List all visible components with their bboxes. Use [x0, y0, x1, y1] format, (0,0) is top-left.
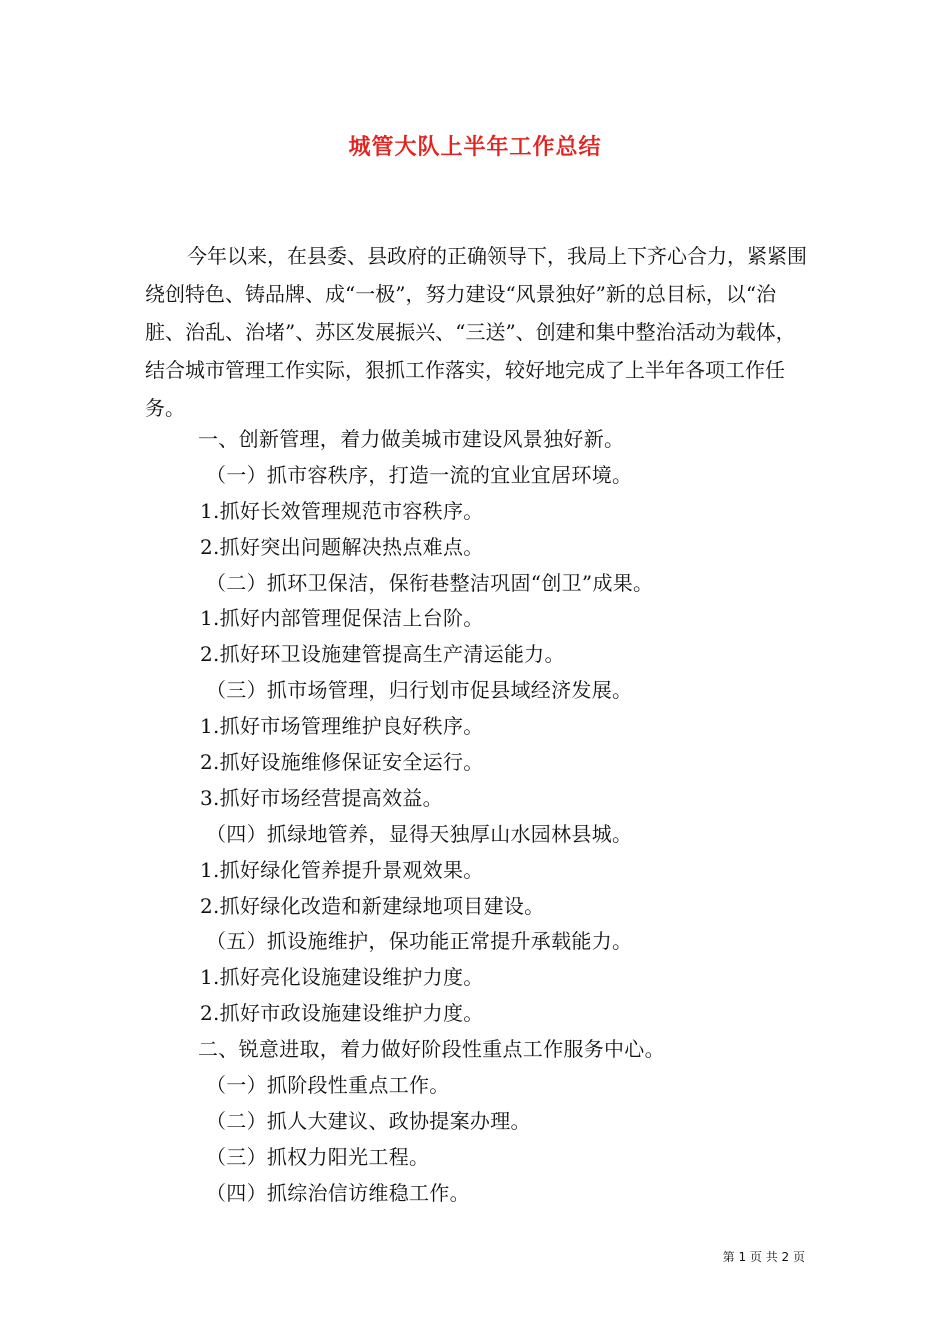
document-title: 城管大队上半年工作总结 — [348, 135, 602, 160]
outline-item: 2.抓好突出问题解决热点难点。 — [200, 534, 484, 559]
outline-item: （一）抓市容秩序，打造一流的宜业宜居环境。 — [206, 462, 633, 487]
outline-item: （二）抓环卫保洁，保衔巷整洁巩固“创卫”成果。 — [206, 570, 654, 595]
outline-item: 1.抓好亮化设施建设维护力度。 — [200, 965, 484, 990]
outline-item: 1.抓好绿化管养提升景观效果。 — [200, 857, 484, 882]
outline-item: 2.抓好环卫设施建管提高生产清运能力。 — [200, 642, 565, 667]
outline-item: （二）抓人大建议、政协提案办理。 — [206, 1108, 531, 1133]
outline-item: （一）抓阶段性重点工作。 — [206, 1073, 450, 1098]
outline-item: （四）抓综治信访维稳工作。 — [206, 1180, 470, 1205]
outline-item: 3.抓好市场经营提高效益。 — [200, 785, 443, 810]
outline-item: 一、创新管理，着力做美城市建设风景独好新。 — [198, 427, 625, 451]
outline-item: （三）抓权力阳光工程。 — [206, 1144, 430, 1169]
page-number: 第 1 页 共 2 页 — [722, 1250, 805, 1264]
outline-item: 1.抓好内部管理促保洁上台阶。 — [200, 606, 484, 631]
outline-item: （四）抓绿地管养，显得天独厚山水园林县城。 — [206, 821, 633, 846]
outline-item: 2.抓好绿化改造和新建绿地项目建设。 — [200, 893, 545, 918]
outline-item: 1.抓好长效管理规范市容秩序。 — [200, 498, 484, 523]
outline-item: 2.抓好设施维修保证安全运行。 — [200, 750, 484, 775]
outline-item: （五）抓设施维护，保功能正常提升承载能力。 — [206, 929, 633, 954]
outline-item: （三）抓市场管理，归行划市促县域经济发展。 — [206, 678, 633, 703]
outline-item: 2.抓好市政设施建设维护力度。 — [200, 1001, 484, 1026]
outline-item: 1.抓好市场管理维护良好秩序。 — [200, 714, 484, 739]
outline-list — [188, 422, 818, 1212]
intro-paragraph: 今年以来，在县委、县政府的正确领导下，我局上下齐心合力，紧紧围绕创特色、铸品牌、成“一极”，努力建设“风景独好”新的总目标，以“治脏、治乱、治堵”、苏区发展振兴、“三送”、创建和集中整治活动为载体，结合城市管理工作实际，狠抓工作落实，较好地完成了上半年各项工作任务。 — [145, 244, 807, 420]
outline-item: 二、锐意进取，着力做好阶段性重点工作服务中心。 — [198, 1037, 665, 1062]
